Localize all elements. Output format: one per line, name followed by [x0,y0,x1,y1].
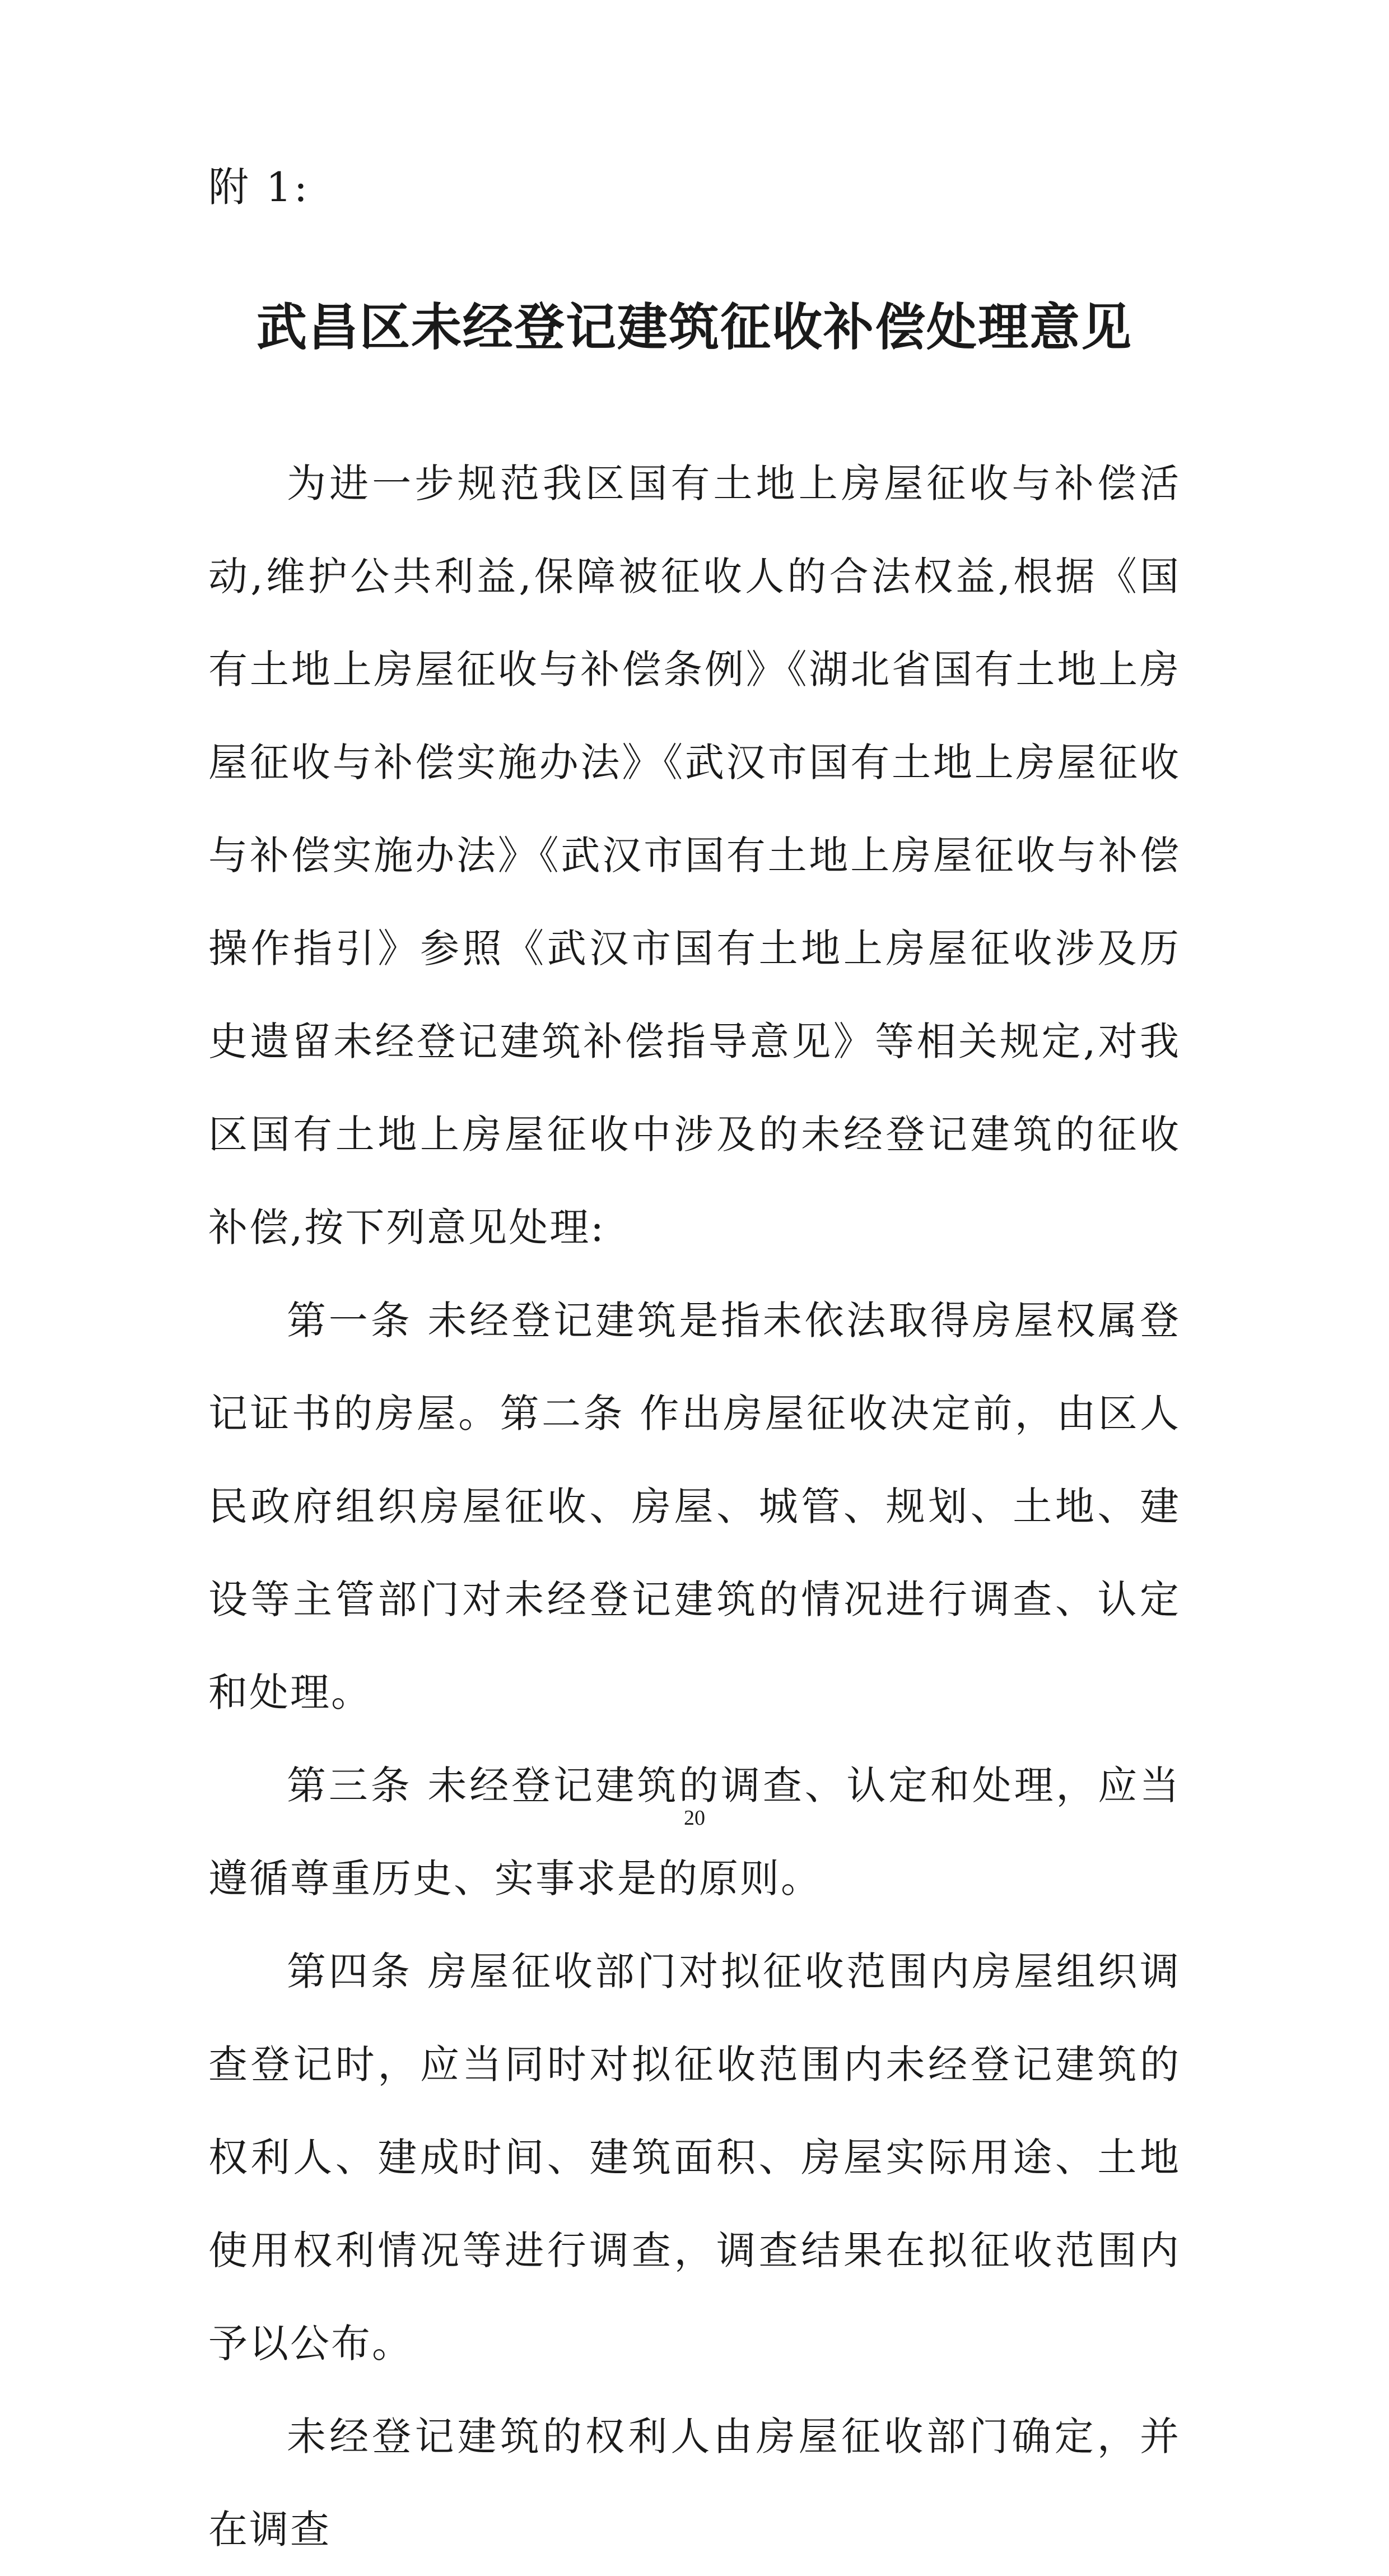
attachment-label: 附 1: [208,164,310,211]
paragraph-article-4: 第四条 房屋征收部门对拟征收范围内房屋组织调查登记时，应当同时对拟征收范围内未经登记建筑的权利人、建成时间、建筑面积、房屋实际用途、土地使用权利情况等进行调查，调查结果在拟征收范围内予以公布。 [208,1949,1181,2366]
paragraph-article-1-2: 第一条 未经登记建筑是指未依法取得房屋权属登记证书的房屋。第二条 作出房屋征收决定前，由区人民政府组织房屋征收、房屋、城管、规划、土地、建设等主管部门对未经登记建筑的情况进行调查、认定和处理。 [208,1298,1181,1715]
paragraph-intro: 为进一步规范我区国有土地上房屋征收与补偿活动,维护公共利益,保障被征收人的合法权益,根据《国有土地上房屋征收与补偿条例》《湖北省国有土地上房屋征收与补偿实施办法》《武汉市国有土地上房屋征收与补偿实施办法》《武汉市国有土地上房屋征收与补偿操作指引》参照《武汉市国有土地上房屋征收涉及历史遗留未经登记建筑补偿指导意见》等相关规定,对我区国有土地上房屋征收中涉及的未经登记建筑的征收补偿,按下列意见处理: [208,461,1181,1250]
paragraph-continued: 未经登记建筑的权利人由房屋征收部门确定，并在调查 [208,2414,1181,2552]
page-number: 20 [684,1806,705,1830]
document-title: 武昌区未经登记建筑征收补偿处理意见 [257,298,1132,357]
document-body [208,437,1181,2576]
paragraph-article-3: 第三条 未经登记建筑的调查、认定和处理，应当遵循尊重历史、实事求是的原则。 [208,1763,1181,1901]
